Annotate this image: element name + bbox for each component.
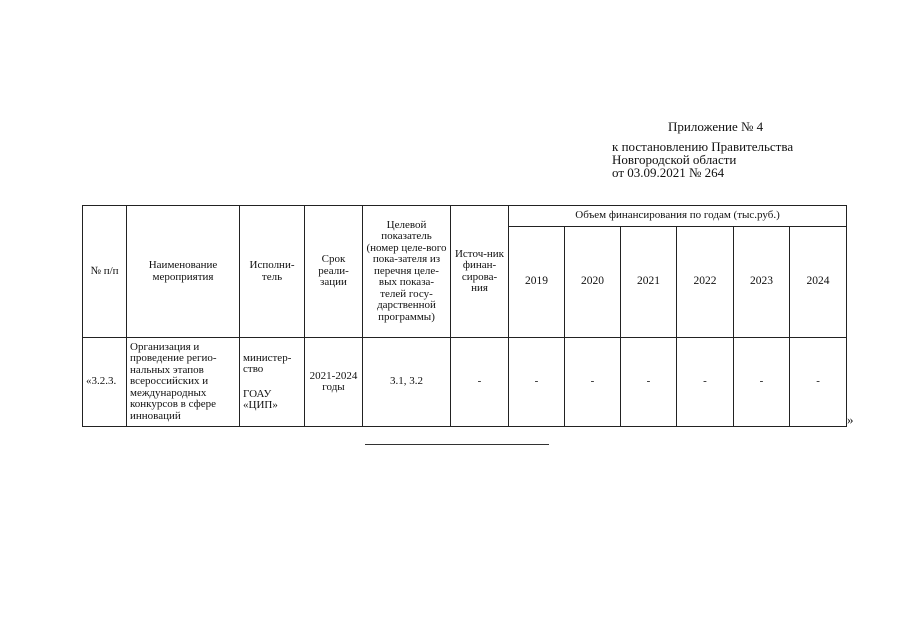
row-year-2024: - <box>790 338 847 427</box>
appendix-title: Приложение № 4 <box>668 119 764 134</box>
header-funding: Объем финансирования по годам (тыс.руб.) <box>509 206 847 227</box>
row-num: «3.2.3. <box>83 338 127 427</box>
header-year-2024: 2024 <box>790 227 847 338</box>
header-name: Наименование мероприятия <box>127 206 240 338</box>
row-year-2023: - <box>734 338 790 427</box>
row-year-2020: - <box>565 338 621 427</box>
appendix-header <box>612 120 793 179</box>
row-source: - <box>451 338 509 427</box>
row-name: Организация и проведение регио-нальных этапов всероссийских и международных конкурсов в сфере инноваций <box>127 338 240 427</box>
row-executor-ministry: министер-ство <box>243 351 292 375</box>
header-year-2021: 2021 <box>621 227 677 338</box>
appendix-decree: к постановлению Правительства <box>612 139 794 154</box>
header-year-2022: 2022 <box>677 227 734 338</box>
row-term: 2021-2024 годы <box>305 338 363 427</box>
activities-table <box>82 205 847 427</box>
closing-quote: » <box>847 412 854 427</box>
appendix-date: от 03.09.2021 № 264 <box>612 165 725 180</box>
header-num: № п/п <box>83 206 127 338</box>
header-term: Срок реали-зации <box>305 206 363 338</box>
row-year-2021: - <box>621 338 677 427</box>
row-year-2019: - <box>509 338 565 427</box>
footer-divider <box>365 444 549 445</box>
header-source: Источ-ник финан-сирова-ния <box>451 206 509 338</box>
header-year-2023: 2023 <box>734 227 790 338</box>
appendix-region: Новгородской области <box>612 152 737 167</box>
header-year-2019: 2019 <box>509 227 565 338</box>
row-year-2022: - <box>677 338 734 427</box>
row-target: 3.1, 3.2 <box>363 338 451 427</box>
header-executor: Исполни-тель <box>240 206 305 338</box>
row-executor-goau: ГОАУ «ЦИП» <box>243 387 278 411</box>
row-executor <box>240 338 305 427</box>
header-year-2020: 2020 <box>565 227 621 338</box>
table-row <box>83 338 847 427</box>
header-target: Целевой показатель (номер целе-вого пока-зателя из перечня целе-вых показа-телей госу-дарственной программы) <box>363 206 451 338</box>
